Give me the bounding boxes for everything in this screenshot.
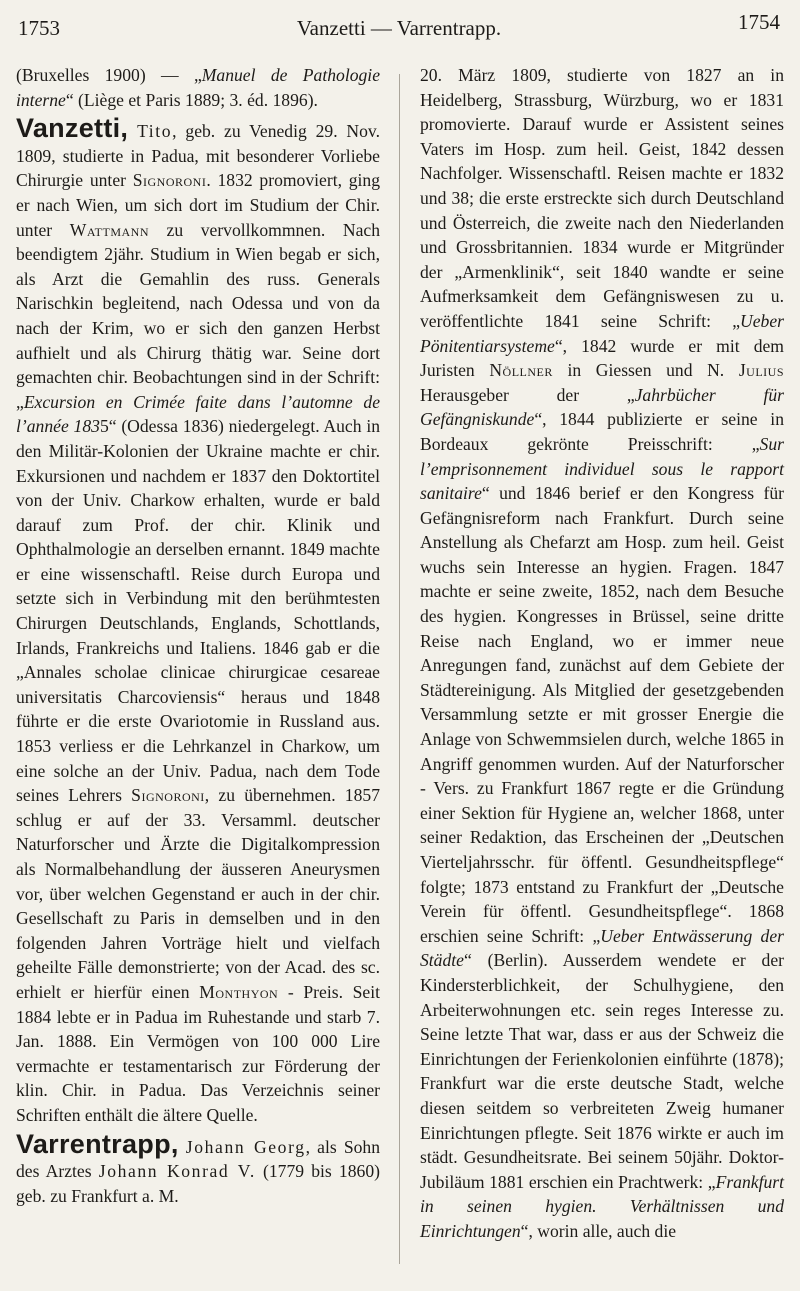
page-number-left: 1753 xyxy=(18,16,60,40)
work-title: Jahrbücher für Gefängniskunde xyxy=(420,384,784,430)
entry-text: , geb. zu Venedig 29. Nov. 1809, studierte in Padua, mit besonderer Vorliebe Chirurgie unter xyxy=(16,121,380,191)
intro-text: (Bruxelles 1900) — „ xyxy=(16,65,202,85)
intro-paragraph xyxy=(16,63,380,112)
person-name: Signoroni xyxy=(132,170,207,191)
person-name: Wattmann xyxy=(69,219,149,240)
prize-name: Monthyon xyxy=(199,981,279,1002)
running-title: Vanzetti — Varrentrapp. xyxy=(296,16,502,40)
page-header xyxy=(18,10,780,50)
work-title: Sur l’emprisonnement individuel sous le rapport sanitaire xyxy=(420,433,784,504)
entry-given-name: Johann Georg xyxy=(185,1136,306,1157)
person-name: Signoroni xyxy=(131,785,205,806)
entry-text: - Preis. Seit 1884 lebte er in Padua im Ruhestande und starb 7. Jan. 1888. Ein Vermögen von 100 000 Lire vermachte er testamentarisch zur Förderung der klin. Chir. in Padua. Das Verzeichnis seiner Schriften enthält die ältere Quelle. xyxy=(16,981,380,1125)
entry-headword: Varrentrapp, xyxy=(16,1128,179,1159)
entry-varrentrapp xyxy=(16,1128,380,1209)
page-number-right: 1754 xyxy=(738,10,780,34)
person-name: Julius xyxy=(738,360,784,381)
column-divider xyxy=(399,74,400,1264)
entry-text: “, 1842 wurde er mit dem Juristen xyxy=(420,335,784,381)
entry-text: “, 1844 publizierte er seine in Bordeaux gekrönte Preisschrift: „ xyxy=(420,409,784,454)
intro-book-title: Manuel de Pathologie interne xyxy=(16,65,380,110)
entry-text: “ (Berlin). Ausserdem wendete er der Kindersterblichkeit, der Schulhygiene, den Arbeiterwohnungen etc. sein reges Interesse zu. Seine letzte That war, dass er aus der Schweiz die Einrichtungen der Ferienkolonien einführte (1878); Frankfurt war die erste deutsche Stadt, welche diesen seitdem so verbreiteten Zweig humaner Einrichtungen pflegte. Seit 1876 wirkte er auch im städt. Gesundheitsrate. Bei seinem 50jähr. Doktor-Jubiläum 1881 erschien ein Prachtwerk: „ xyxy=(420,950,784,1192)
entry-text: zu vervollkommnen. Nach beendigtem 2jähr. Studium in Wien begab er sich, als Arzt die Gemahlin des russ. Generals Narischkin begleitend, nach Odessa und von da nach der Krim, wo er sich den ganzen Herbst aufhielt und als Chirurg thätig war. Seine dort gemachten chir. Beobachtungen sind in der Schrift: „ xyxy=(16,219,380,412)
work-title: Excursion en Crimée faite dans l’automne de l’année 183 xyxy=(16,391,380,437)
entry-text: . 1832 promoviert, ging er nach Wien, um sich dort im Studium der Chir. unter xyxy=(16,170,380,240)
work-title: Ueber Entwässerung der Städte xyxy=(420,925,784,971)
entry-text: , als Sohn des Arztes xyxy=(16,1136,380,1182)
entry-text: , zu übernehmen. 1857 schlug er auf der 33. Versamml. deutscher Naturforscher und Ärzte die Digitalkompression als Normalbehandlung der äusseren Aneurysmen vor, über welchen Gegenstand er auch in der chir. Gesellschaft zu Paris in demselben und in den folgenden Jahren Vorträge hielt und vielfach geheilte Fälle demonstrierte; von der Acad. des sc. erhielt er hierfür einen xyxy=(16,785,380,1002)
entry-headword: Vanzetti, xyxy=(16,113,129,144)
right-column xyxy=(420,63,784,1244)
intro-text-end: “ (Liège et Paris 1889; 3. éd. 1896). xyxy=(65,89,318,110)
entry-text: 20. März 1809, studierte von 1827 an in Heidelberg, Strassburg, Würzburg, wo er 1831 promovierte. Darauf wurde er Assistent seines Vaters im Hosp. zum heil. Geist, 1842 dessen Nachfolger. Wissenschaftl. Reisen machte er 1832 und 38; die erste erstreckte sich durch Deutschland und Österreich, die zweite nach den Niederlanden und Grossbritannien. 1834 wurde er Mitgründer der „Armenklinik“, seit 1840 wandte er seine Aufmerksamkeit dem Gefängniswesen zu u. veröffentlichte 1841 seine Schrift: „ xyxy=(420,65,784,331)
entry-text: 5“ (Odessa 1836) niedergelegt. Auch in den Militär-Kolonien der Ukraine machte er chir. Exkursionen und nachdem er 1837 den Doktortitel von der Univ. Charkow erhalten, wurde er bald darauf zum Prof. der chir. Klinik und Ophthalmologie an derselben ernannt. 1849 machte er eine wissenschaftl. Reise durch Europa und setzte sich in Verbindung mit den berühmtesten Chirurgen Deutschlands, Englands, Schottlands, Irlands, Frankreichs und Italiens. 1846 gab er die „Annales scholae clinicae chirurgicae cesareae universitatis Charcoviensis“ heraus und 1848 führte er die erste Ovariotomie in Russland aus. 1853 verliess er die Lehrkanzel in Charkow, um eine solche an der Univ. Padua, nach dem Tode seines Lehrers xyxy=(16,416,381,806)
entry-given-name: Tito xyxy=(137,121,173,142)
left-column xyxy=(16,63,380,1208)
entry-text: Herausgeber der „ xyxy=(420,384,635,405)
entry-text: (1779 bis 1860) geb. zu Frankfurt a. M. xyxy=(16,1161,380,1206)
work-title: Frankfurt in seinen hygien. Verhältnissen und Einrichtungen xyxy=(420,1171,784,1241)
entry-text: “, worin alle, auch die xyxy=(520,1220,677,1241)
entry-vanzetti xyxy=(16,113,381,1127)
work-title: Ueber Pönitentiarsysteme xyxy=(420,310,784,356)
entry-text: in Giessen und N. xyxy=(552,360,739,381)
person-name: Johann Konrad V. xyxy=(98,1161,256,1182)
entry-varrentrapp-continued xyxy=(420,63,784,1244)
entry-text: “ und 1846 berief er den Kongress für Gefängnisreform nach Frankfurt. Durch seine Anstellung als Chefarzt am Hosp. zum heil. Geist wuchs sein Interesse an hygien. Fragen. 1847 machte er seine zweite, 1852, nach dem Besuche des hygien. Kongresses in Brüssel, seine dritte Reise nach England, wo er immer neue Anregungen fand, zunächst auf dem Gebiete der Städtereinigung. Als Mitglied der gesetzgebenden Versammlung setzte er mit grosser Energie die Anlage von Schwemmsielen durch, welche 1865 in Angriff genommen wurden. Auf der Naturforscher - Vers. zu Frankfurt 1867 regte er die Gründung einer Sektion für Hygiene an, welcher 1868, unter seiner Redaktion, das Erscheinen der „Deutschen Vierteljahrsschr. für öffentl. Gesundheitspflege“ folgte; 1873 entstand zu Frankfurt der „Deutsche Verein für öffentl. Gesundheitspflege“. 1868 erschien seine Schrift: „ xyxy=(420,483,784,946)
person-name: Nöllner xyxy=(489,360,553,381)
